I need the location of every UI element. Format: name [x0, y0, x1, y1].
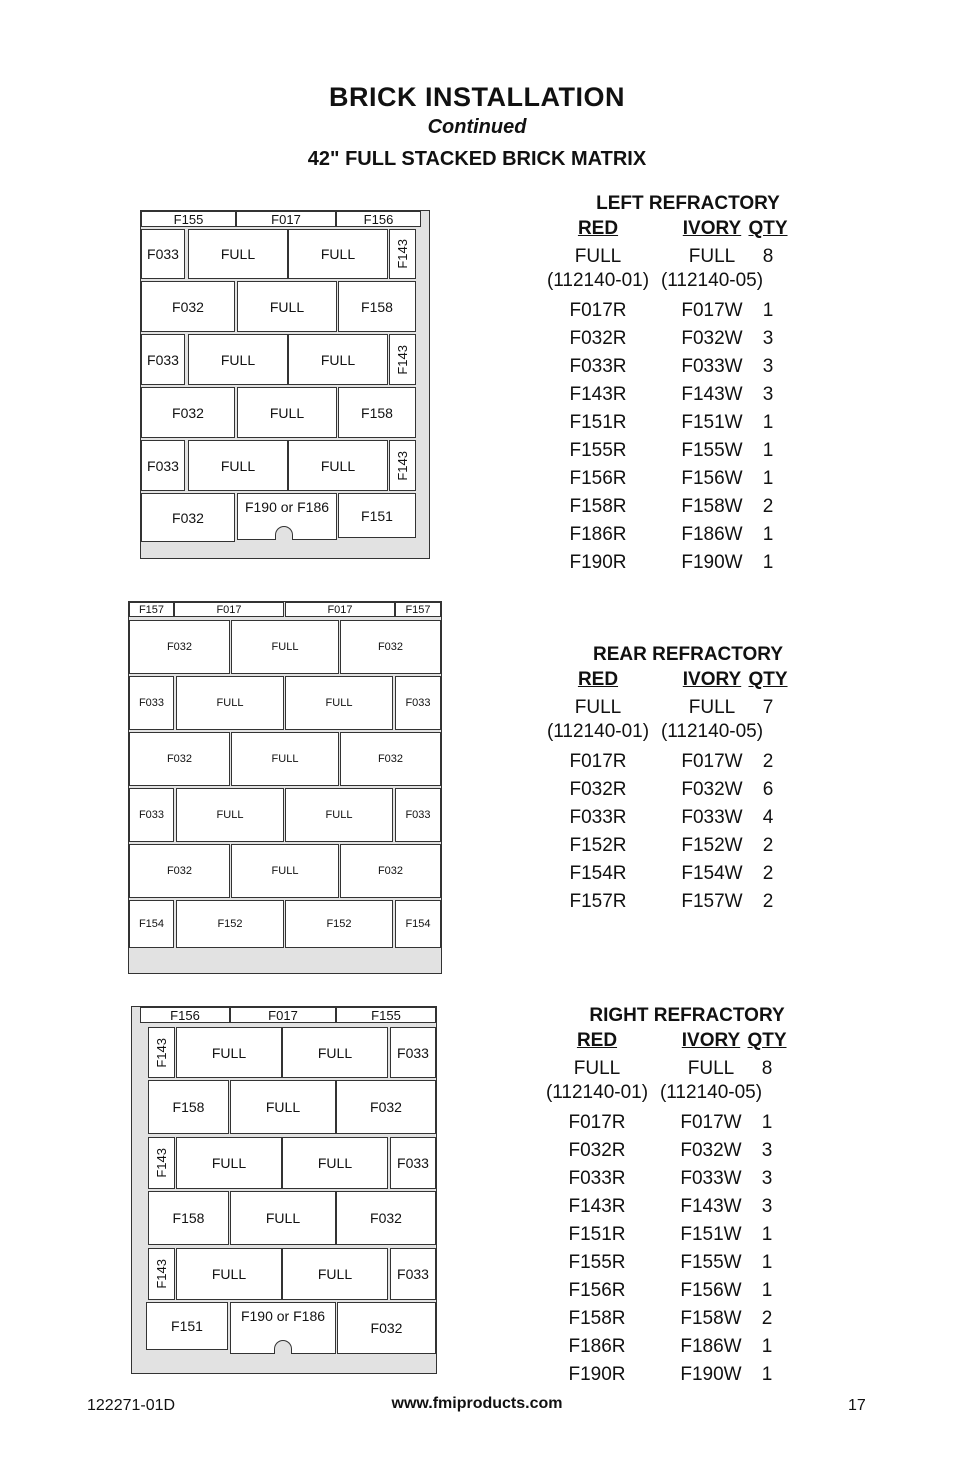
- table-heading: LEFT REFRACTORY: [596, 193, 780, 214]
- col-ivory-header: IVORY: [681, 1030, 741, 1051]
- cell-qty: 7: [762, 697, 774, 718]
- brick: F033: [129, 788, 174, 842]
- table-row: [537, 1058, 837, 1082]
- brick: F033: [395, 676, 441, 730]
- brick: F017: [230, 1007, 336, 1023]
- cell-qty: 1: [761, 1336, 773, 1357]
- cell-qty: 3: [762, 356, 774, 377]
- right-refractory-table: [537, 1005, 837, 1392]
- cell-qty: 8: [761, 1058, 773, 1079]
- cell-ivory: F154W: [681, 863, 743, 884]
- brick: FULL: [231, 844, 339, 898]
- cell-ivory: F143W: [680, 1196, 742, 1217]
- brick: [389, 229, 416, 279]
- brick: F158: [148, 1080, 229, 1134]
- cell-qty: 1: [762, 468, 774, 489]
- brick: F033: [390, 1248, 436, 1300]
- table-row: [538, 524, 838, 552]
- brick: F033: [390, 1137, 436, 1189]
- brick: F154: [395, 900, 441, 948]
- cell-ivory: F032W: [681, 328, 743, 349]
- cell-ivory: F158W: [681, 496, 743, 517]
- table-row: [538, 863, 838, 891]
- cell-ivory: F190W: [680, 1364, 742, 1385]
- cell-qty: 1: [761, 1280, 773, 1301]
- table-row: [538, 496, 838, 524]
- table-body: [537, 1112, 837, 1392]
- cell-qty: 1: [761, 1364, 773, 1385]
- brick: F033: [141, 440, 185, 491]
- cell-red: F155R: [569, 440, 627, 461]
- brick: F032: [141, 493, 235, 542]
- brick: F032: [129, 732, 230, 786]
- cell-red: F143R: [569, 384, 627, 405]
- table-row: [537, 1252, 837, 1280]
- brick: FULL: [282, 1248, 388, 1300]
- cell-ivory: F017W: [681, 300, 743, 321]
- cell-ivory-pn: (112140-05): [660, 721, 764, 742]
- cell-red-pn: (112140-01): [546, 270, 650, 291]
- brick: F155: [336, 1007, 436, 1023]
- cell-ivory: FULL: [687, 1058, 735, 1079]
- table-header-row: [537, 1030, 837, 1058]
- cell-ivory: F017W: [680, 1112, 742, 1133]
- brick-notch: [274, 1340, 292, 1354]
- brick: FULL: [237, 281, 337, 332]
- table-row: [537, 1168, 837, 1196]
- brick: F032: [336, 1191, 436, 1245]
- left-refractory-table: [538, 193, 838, 580]
- col-qty-header: QTY: [748, 669, 788, 690]
- brick: [389, 334, 416, 385]
- cell-qty: 3: [762, 328, 774, 349]
- brick: [148, 1248, 175, 1300]
- cell-red: F190R: [568, 1364, 626, 1385]
- brick: FULL: [230, 1080, 336, 1134]
- brick: F033: [390, 1027, 436, 1078]
- brick: FULL: [285, 676, 393, 730]
- brick: FULL: [282, 1137, 388, 1189]
- table-body: [538, 751, 838, 919]
- brick: FULL: [188, 334, 288, 385]
- cell-red: F158R: [569, 496, 627, 517]
- cell-qty: 1: [761, 1224, 773, 1245]
- website-link[interactable]: www.fmiproducts.com: [391, 1395, 563, 1412]
- cell-red-pn: (112140-01): [545, 1082, 649, 1103]
- table-row: [538, 356, 838, 384]
- brick: [148, 1027, 175, 1078]
- table-row: [538, 440, 838, 468]
- cell-ivory: F155W: [680, 1252, 742, 1273]
- brick: FULL: [188, 440, 288, 491]
- col-red-header: RED: [577, 218, 619, 239]
- table-row: [537, 1280, 837, 1308]
- brick: F017: [174, 602, 284, 617]
- table-header-row: [538, 669, 838, 697]
- cell-red: F154R: [569, 863, 627, 884]
- brick: F033: [129, 676, 174, 730]
- brick-label: F143: [395, 344, 410, 375]
- cell-ivory: F156W: [680, 1280, 742, 1301]
- cell-ivory: F151W: [680, 1224, 742, 1245]
- cell-qty: 3: [761, 1140, 773, 1161]
- brick: F152: [176, 900, 284, 948]
- cell-qty: 2: [762, 891, 774, 912]
- cell-ivory: F190W: [681, 552, 743, 573]
- cell-qty: 6: [762, 779, 774, 800]
- brick: F017: [236, 211, 336, 227]
- table-row: [537, 1224, 837, 1252]
- brick: FULL: [176, 788, 284, 842]
- cell-red: F190R: [569, 552, 627, 573]
- cell-red: F156R: [569, 468, 627, 489]
- cell-ivory: F151W: [681, 412, 743, 433]
- cell-red: FULL: [574, 697, 622, 718]
- cell-qty: 1: [761, 1252, 773, 1273]
- brick: FULL: [176, 1027, 282, 1078]
- left-refractory-diagram: [140, 210, 430, 559]
- brick: F033: [141, 334, 185, 385]
- table-row: [538, 807, 838, 835]
- col-red-header: RED: [577, 669, 619, 690]
- table-row: [538, 891, 838, 919]
- cell-qty: 2: [762, 835, 774, 856]
- cell-red: F151R: [569, 412, 627, 433]
- cell-qty: 1: [762, 300, 774, 321]
- col-ivory-header: IVORY: [682, 218, 742, 239]
- cell-qty: 2: [762, 751, 774, 772]
- brick: FULL: [176, 1248, 282, 1300]
- brick: F032: [337, 1302, 436, 1354]
- brick: F156: [140, 1007, 230, 1023]
- brick: F157: [129, 602, 174, 617]
- brick: FULL: [231, 732, 339, 786]
- document-number: 122271-01D: [87, 1397, 176, 1414]
- cell-red: F032R: [569, 779, 627, 800]
- cell-ivory: F152W: [681, 835, 743, 856]
- table-row-partnumber: [538, 721, 838, 751]
- col-ivory-header: IVORY: [682, 669, 742, 690]
- brick: FULL: [282, 1027, 388, 1078]
- brick-label: F190 or F186: [240, 1308, 326, 1324]
- table-row-partnumber: [537, 1082, 837, 1112]
- table-row-partnumber: [538, 270, 838, 300]
- cell-qty: 2: [762, 496, 774, 517]
- col-qty-header: QTY: [747, 1030, 787, 1051]
- table-row: [538, 300, 838, 328]
- cell-ivory: FULL: [688, 246, 736, 267]
- cell-qty: 1: [762, 412, 774, 433]
- cell-red: F032R: [568, 1140, 626, 1161]
- brick-label: F143: [154, 1148, 169, 1178]
- cell-qty: 3: [762, 384, 774, 405]
- brick: F017: [285, 602, 395, 617]
- cell-red: F155R: [568, 1252, 626, 1273]
- brick: F158: [148, 1191, 229, 1245]
- brick: FULL: [230, 1191, 336, 1245]
- matrix-title: 42" FULL STACKED BRICK MATRIX: [307, 148, 647, 170]
- cell-ivory: FULL: [688, 697, 736, 718]
- cell-ivory: F186W: [681, 524, 743, 545]
- brick: FULL: [285, 788, 393, 842]
- brick: F154: [129, 900, 174, 948]
- cell-ivory: F032W: [681, 779, 743, 800]
- table-row: [538, 697, 838, 721]
- brick: FULL: [188, 229, 288, 279]
- cell-red: F033R: [569, 807, 627, 828]
- cell-red: FULL: [574, 246, 622, 267]
- cell-red: F158R: [568, 1308, 626, 1329]
- table-row: [537, 1364, 837, 1392]
- brick: F158: [338, 387, 416, 438]
- table-header-row: [538, 218, 838, 246]
- right-refractory-diagram: [131, 1006, 437, 1374]
- table-body: [538, 300, 838, 580]
- table-heading: REAR REFRACTORY: [592, 644, 783, 665]
- brick: F033: [141, 229, 185, 279]
- rear-refractory-table: [538, 644, 838, 919]
- cell-red: F017R: [569, 751, 627, 772]
- cell-red: F017R: [569, 300, 627, 321]
- brick: FULL: [288, 334, 388, 385]
- brick: F151: [338, 493, 416, 538]
- cell-qty: 3: [761, 1196, 773, 1217]
- brick: F033: [395, 788, 441, 842]
- brick-label: F143: [154, 1259, 169, 1289]
- brick: FULL: [237, 387, 337, 438]
- cell-red: F157R: [569, 891, 627, 912]
- brick-notch: [275, 526, 293, 540]
- cell-ivory: F157W: [681, 891, 743, 912]
- brick: F151: [146, 1302, 228, 1350]
- table-row: [538, 552, 838, 580]
- brick: F032: [141, 281, 235, 332]
- col-red-header: RED: [576, 1030, 618, 1051]
- brick: F032: [340, 620, 441, 674]
- cell-ivory: F186W: [680, 1336, 742, 1357]
- cell-red: F186R: [568, 1336, 626, 1357]
- cell-ivory: F158W: [680, 1308, 742, 1329]
- cell-qty: 3: [761, 1168, 773, 1189]
- brick-label: F143: [395, 450, 410, 481]
- table-heading: RIGHT REFRACTORY: [589, 1005, 785, 1026]
- cell-red: F033R: [568, 1168, 626, 1189]
- table-row: [538, 751, 838, 779]
- cell-ivory: F033W: [681, 356, 743, 377]
- brick: F032: [340, 732, 441, 786]
- cell-red: F186R: [569, 524, 627, 545]
- table-row: [538, 328, 838, 356]
- cell-ivory: F143W: [681, 384, 743, 405]
- table-row: [538, 468, 838, 496]
- cell-red: F033R: [569, 356, 627, 377]
- cell-qty: 1: [762, 440, 774, 461]
- table-row: [537, 1308, 837, 1336]
- page-number: 17: [848, 1397, 866, 1414]
- brick-label: F190 or F186: [244, 499, 330, 515]
- table-row: [537, 1196, 837, 1224]
- cell-red: FULL: [573, 1058, 621, 1079]
- brick-label: F143: [154, 1037, 169, 1068]
- cell-qty: 1: [762, 524, 774, 545]
- brick: F155: [141, 211, 236, 227]
- table-row: [538, 246, 838, 270]
- brick: [389, 440, 416, 491]
- brick: FULL: [288, 229, 388, 279]
- col-qty-header: QTY: [748, 218, 788, 239]
- table-row: [537, 1336, 837, 1364]
- cell-qty: 4: [762, 807, 774, 828]
- brick: F032: [141, 387, 235, 438]
- brick: F152: [285, 900, 393, 948]
- brick: [237, 493, 337, 540]
- brick: FULL: [176, 676, 284, 730]
- brick: F158: [338, 281, 416, 332]
- brick-label: F143: [395, 239, 410, 269]
- table-row: [537, 1140, 837, 1168]
- cell-red-pn: (112140-01): [546, 721, 650, 742]
- brick: F032: [336, 1080, 436, 1134]
- brick: F032: [129, 844, 230, 898]
- cell-ivory: F033W: [680, 1168, 742, 1189]
- cell-qty: 2: [761, 1308, 773, 1329]
- cell-red: F017R: [568, 1112, 626, 1133]
- cell-ivory-pn: (112140-05): [660, 270, 764, 291]
- cell-qty: 8: [762, 246, 774, 267]
- brick: FULL: [288, 440, 388, 491]
- brick: F157: [395, 602, 441, 617]
- rear-refractory-diagram: [128, 601, 442, 974]
- table-row: [538, 384, 838, 412]
- page-title: BRICK INSTALLATION: [329, 82, 625, 112]
- brick: [148, 1137, 175, 1189]
- cell-qty: 1: [762, 552, 774, 573]
- table-row: [537, 1112, 837, 1140]
- cell-red: F156R: [568, 1280, 626, 1301]
- cell-red: F152R: [569, 835, 627, 856]
- cell-ivory: F155W: [681, 440, 743, 461]
- cell-ivory-pn: (112140-05): [659, 1082, 763, 1103]
- table-row: [538, 412, 838, 440]
- cell-red: F143R: [568, 1196, 626, 1217]
- cell-red: F032R: [569, 328, 627, 349]
- page-subtitle: Continued: [427, 116, 527, 138]
- cell-ivory: F032W: [680, 1140, 742, 1161]
- cell-qty: 2: [762, 863, 774, 884]
- cell-qty: 1: [761, 1112, 773, 1133]
- cell-ivory: F033W: [681, 807, 743, 828]
- brick: F156: [336, 211, 421, 227]
- table-row: [538, 779, 838, 807]
- brick: FULL: [176, 1137, 282, 1189]
- cell-ivory: F017W: [681, 751, 743, 772]
- brick: FULL: [231, 620, 339, 674]
- brick: F032: [129, 620, 230, 674]
- brick: [230, 1302, 336, 1354]
- cell-red: F151R: [568, 1224, 626, 1245]
- table-row: [538, 835, 838, 863]
- cell-ivory: F156W: [681, 468, 743, 489]
- brick: F032: [340, 844, 441, 898]
